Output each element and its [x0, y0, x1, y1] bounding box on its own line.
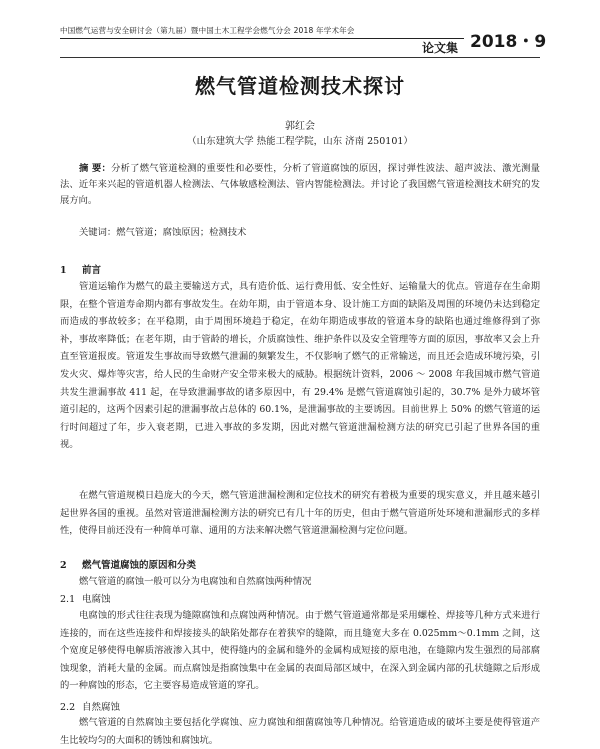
section-number: 1	[60, 265, 67, 276]
abstract-label: 摘 要：	[79, 163, 112, 174]
paragraph-intro-1: 管道运输作为燃气的最主要输送方式，具有造价低、运行费用低、安全性好、运输量大的优点。管道存在生命期限，在整个管道寿命期内都有事故发生。在幼年期，由于管道本身、设计施工方面的缺陷及周围的环境仍未达到稳定而造成的事故较多；在平稳期，由于周围环境趋于稳定，在幼年期造成事故的管道本身的缺陷也通过维修得到了弥补，事故率降低；在老年期，由于管龄的增长，介质腐蚀性、维护条件以及安全管理等方面的原因，事故率又会上升直至管道报废。管道发生事故而导致燃气泄漏的频繁发生，不仅影响了燃气的正常输送，而且还会造成环境污染，引发火灾、爆炸等灾害，给人民的生命财产安全带来极大的威胁。根据统计资料，2006 ～ 2008 年我国城市燃气管道共发生泄漏事故 411 起，在导致泄漏事故的诸多原因中，有 29.4% 是燃气管道腐蚀引起的，30.7% 是外力破坏管道引起的，这两个因素引起的泄漏事故占总体的 60.1%，是泄漏事故的主要诱因。目前世界上 50% 的燃气管道的运行时间超过了年，步入衰老期，已进入事故的多发期，因此对燃气管道泄漏检测方法的研究已引起了世界各国的重视。	[60, 281, 540, 451]
keywords: 关键词：燃气管道；腐蚀原因；检测技术	[79, 227, 247, 238]
running-header: 中国燃气运营与安全研讨会（第九届）暨中国土木工程学会燃气分会 2018 年学术年会	[60, 26, 355, 35]
paragraph-corrosion-intro: 燃气管道的腐蚀一般可以分为电腐蚀和自然腐蚀两种情况	[79, 576, 312, 587]
section-heading-1	[60, 262, 101, 276]
paragraph-natural-corrosion: 燃气管道的自然腐蚀主要包括化学腐蚀、应力腐蚀和细菌腐蚀等几种情况。给管道造成的破坏主要是使得管道产生比较均匀的大面积的锈蚀和腐蚀坑。	[60, 717, 540, 746]
header-rule	[60, 38, 464, 39]
subsection-title: 自然腐蚀	[82, 702, 121, 713]
abstract	[60, 161, 540, 209]
section-title: 燃气管道腐蚀的原因和分类	[82, 560, 197, 571]
author-name: 郭红会	[285, 121, 315, 132]
paragraph-electric-corrosion: 电腐蚀的形式往往表现为缝隙腐蚀和点腐蚀两种情况。由于燃气管道通常都是采用螺栓、焊接等几种方式来进行连接的，而在这些连接件和焊接接头的缺陷处都存在着狭窄的缝隙，而且缝宽大多在 0.025mm～0.1mm 之间，这个宽度足够使得电解质溶液渗入其中，使得缝内的金属和缝外的金属构成短接的原电池，在缝隙内发生强烈的局部腐蚀现象，消耗大量的金属。而点腐蚀是指腐蚀集中在金属的表面局部区域中，在深入到金属内部的孔状缝隙之后形成的一种腐蚀的形态，它主要容易造成管道的穿孔。	[60, 610, 540, 692]
section-number: 2	[60, 560, 67, 571]
subsection-number: 2.2	[60, 702, 76, 713]
subsection-heading-2-1	[60, 591, 111, 605]
series-label: 论文集	[422, 41, 459, 55]
article-title: 燃气管道检测技术探讨	[195, 74, 405, 98]
section-title: 前言	[82, 265, 102, 276]
subsection-title: 电腐蚀	[82, 594, 111, 605]
section-heading-2	[60, 557, 196, 571]
header-rule-bottom	[60, 57, 540, 58]
author-affiliation: （山东建筑大学 热能工程学院，山东 济南 250101）	[187, 136, 413, 147]
paragraph-intro-2: 在燃气管道规模日趋庞大的今天，燃气管道泄漏检测和定位技术的研究有着极为重要的现实意义，并且越来越引起世界各国的重视。虽然对管道泄漏检测方法的研究已有几十年的历史，但由于燃气管道所处环境和泄漏形式的多样性，使得目前还没有一种简单可靠、通用的方法来解决燃气管道泄漏检测与定位问题。	[60, 490, 540, 537]
abstract-text: 分析了燃气管道检测的重要性和必要性，分析了管道腐蚀的原因，探讨弹性波法、超声波法、激光测量法、近年来兴起的管道机器人检测法、气体敏感检测法、管内智能检测法。并讨论了我国燃气管道检测技术研究的发展方向。	[60, 163, 540, 206]
year-issue: 2018・9	[470, 32, 547, 52]
subsection-heading-2-2	[60, 699, 120, 713]
subsection-number: 2.1	[60, 594, 76, 605]
